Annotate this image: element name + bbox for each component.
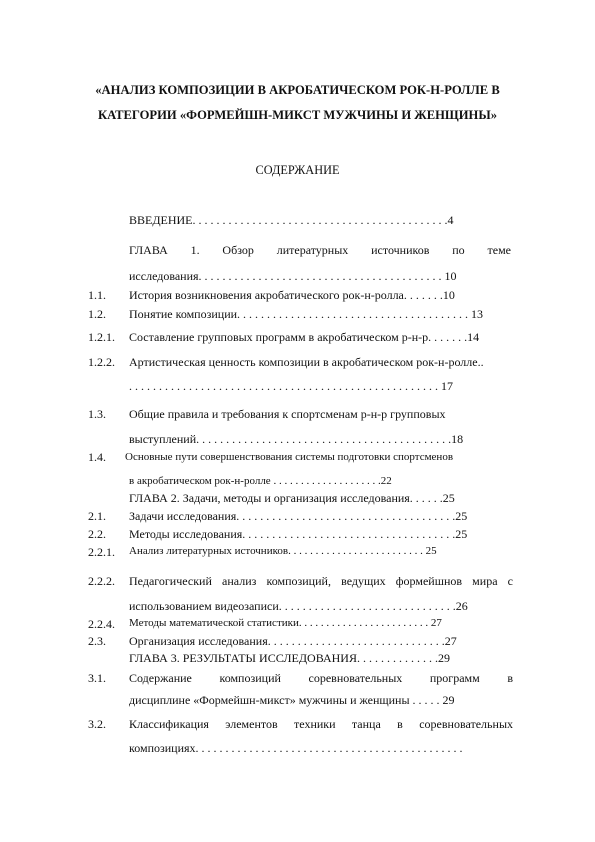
toc-entry-3-2: Классификация элементов техники танца в соревновательных xyxy=(129,717,513,731)
toc-number: 1.1. xyxy=(88,288,106,302)
toc-entry-2-2-2: Педагогический анализ композиций, ведущих формейшнов мира с xyxy=(129,574,513,588)
toc-number: 2.2.4. xyxy=(88,617,115,631)
toc-entry-1-4: Основные пути совершенствования системы подготовки спортсменов xyxy=(125,451,454,463)
toc-entry-1-1: История возникновения акробатического рок-н-ролла. . . . . . .10 xyxy=(129,288,455,302)
toc-number: 3.2. xyxy=(88,717,106,731)
toc-entry-3-2-cont: композициях. . . . . . . . . . . . . . . . . . . . . . . . . . . . . . . . . . . . . . . . . . . . . xyxy=(129,741,463,755)
toc-number: 1.2.1. xyxy=(88,330,115,344)
toc-number: 1.2. xyxy=(88,307,106,321)
toc-entry-chapter-1-cont: исследования. . . . . . . . . . . . . . . . . . . . . . . . . . . . . . . . . . . . . . . . . 10 xyxy=(129,269,457,283)
toc-entry-3-1-cont: дисциплине «Формейшн-микст» мужчины и женщины . . . . . 29 xyxy=(129,693,455,707)
toc-number: 2.2.2. xyxy=(88,574,115,588)
toc-number: 1.3. xyxy=(88,407,106,421)
toc-entry-1-2-1: Составление групповых программ в акробатическом р-н-р. . . . . . .14 xyxy=(129,330,480,344)
toc-entry-1-2-2-cont: . . . . . . . . . . . . . . . . . . . . . . . . . . . . . . . . . . . . . . . . . . . . . . . . . . . . 17 xyxy=(129,379,453,393)
toc-entry-1-3: Общие правила и требования к спортсменам р-н-р групповых xyxy=(129,407,446,421)
contents-heading: СОДЕРЖАНИЕ xyxy=(255,163,340,177)
toc-entry-1-4-cont: в акробатическом рок-н-ролле . . . . . . . . . . . . . . . . . . . .22 xyxy=(129,475,392,487)
toc-number: 1.4. xyxy=(88,450,106,464)
toc-entry-2-2-4: Методы математической статистики. . . . . . . . . . . . . . . . . . . . . . . . 27 xyxy=(129,617,442,629)
toc-entry-2-2-1: Анализ литературных источников. . . . . . . . . . . . . . . . . . . . . . . . . 25 xyxy=(129,545,437,557)
toc-entry-chapter-2: ГЛАВА 2. Задачи, методы и организация исследования. . . . . .25 xyxy=(129,491,455,505)
toc-number: 2.2. xyxy=(88,527,106,541)
toc-entry-3-1: Содержание композиций соревновательных программ в xyxy=(129,671,513,685)
toc-number: 3.1. xyxy=(88,671,106,685)
document-title-line-1: «АНАЛИЗ КОМПОЗИЦИИ В АКРОБАТИЧЕСКОМ РОК-Н-РОЛЛЕ В xyxy=(95,83,500,97)
toc-entry-2-1: Задачи исследования. . . . . . . . . . . . . . . . . . . . . . . . . . . . . . . . . . . . .25 xyxy=(129,509,468,523)
toc-number: 1.2.2. xyxy=(88,355,115,369)
toc-entry-1-3-cont: выступлений. . . . . . . . . . . . . . . . . . . . . . . . . . . . . . . . . . . . . . . . . . .18 xyxy=(129,432,464,446)
toc-number: 2.1. xyxy=(88,509,106,523)
toc-entry-chapter-3: ГЛАВА 3. РЕЗУЛЬТАТЫ ИССЛЕДОВАНИЯ. . . . . . . . . . . . . .29 xyxy=(129,651,450,665)
toc-entry-1-2: Понятие композиции. . . . . . . . . . . . . . . . . . . . . . . . . . . . . . . . . . . . . . . 13 xyxy=(129,307,484,321)
document-title-line-2: КАТЕГОРИИ «ФОРМЕЙШН-МИКСТ МУЖЧИНЫ И ЖЕНЩИНЫ» xyxy=(97,108,497,122)
toc-entry-chapter-1: ГЛАВА 1. Обзор литературных источников по теме xyxy=(129,243,511,257)
toc-entry-2-2-2-cont: использованием видеозаписи. . . . . . . . . . . . . . . . . . . . . . . . . . . . . .26 xyxy=(129,599,468,613)
toc-entry-2-2: Методы исследования. . . . . . . . . . . . . . . . . . . . . . . . . . . . . . . . . . . .25 xyxy=(129,527,468,541)
toc-number: 2.3. xyxy=(88,634,106,648)
toc-number: 2.2.1. xyxy=(88,545,115,559)
toc-entry-2-3: Организация исследования. . . . . . . . . . . . . . . . . . . . . . . . . . . . . .27 xyxy=(129,634,457,648)
toc-entry-1-2-2: Артистическая ценность композиции в акробатическом рок-н-ролле.. xyxy=(129,355,484,369)
toc-entry-introduction: ВВЕДЕНИЕ. . . . . . . . . . . . . . . . . . . . . . . . . . . . . . . . . . . . . . . . . . .4 xyxy=(129,213,454,227)
